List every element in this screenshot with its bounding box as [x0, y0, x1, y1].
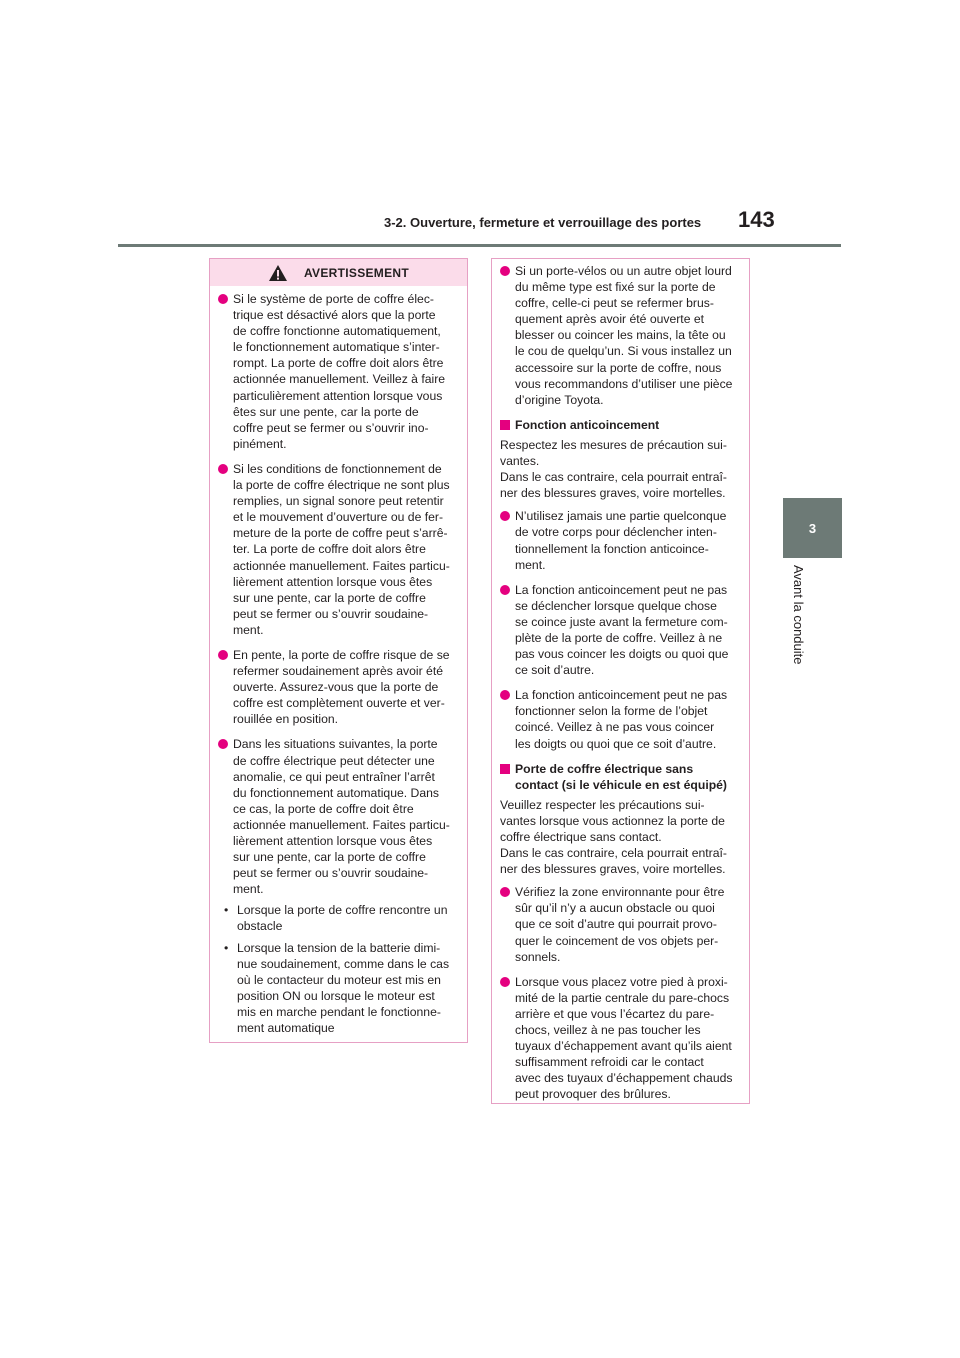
warning-bullet: Si un porte-vélos ou un autre objet lourd du même type est fixé sur la porte de coffre, celle-ci peut se refermer brus- quement après avoir été ouverte et blesser ou coincer les mains, la tête ou le cou de quelqu’un. Si vous installez un accessoire sur la porte de coffre, nous vous recommandons d’utiliser une pièce d’origine Toyota.	[500, 263, 741, 408]
warning-bullet: La fonction anticoincement peut ne pas se déclencher lorsque quelque chose se coince juste avant la fermeture com- plète de la porte de coffre. Veillez à ne pas vous coincer les doigts ou quoi que ce soit d’autre.	[500, 582, 741, 679]
sub-bullet-mark: •	[224, 903, 229, 918]
warning-content	[492, 259, 749, 1103]
warning-content	[210, 286, 467, 1036]
bullet-icon	[218, 650, 228, 660]
warning-bullet: Si le système de porte de coffre élec- trique est désactivé alors que la porte de coffre fonctionne automatiquement, le fonctionnement automatique s’inter- rompt. La porte de coffre doit alors être actionnée manuellement. Veillez à faire particulièrement attention lorsque vous êtes sur une pente, car la porte de coffre peut se fermer ou s’ouvrir ino- pinément.	[218, 291, 459, 452]
bullet-icon	[218, 464, 228, 474]
square-bullet-icon	[500, 420, 510, 430]
warning-bullet: En pente, la porte de coffre risque de se refermer soudainement après avoir été ouverte. Assurez-vous que la porte de coffre est complètement ouverte et ver- rouillée en position.	[218, 647, 459, 727]
bullet-icon	[500, 690, 510, 700]
warning-bullet: Si les conditions de fonctionnement de la porte de coffre électrique ne sont plus remplies, un signal sonore peut retentir et le mouvement d’ouverture ou de fer- meture de la porte de coffre peut s’arrê- ter. La porte de coffre doit alors être actionnée manuellement. Faites particu- lièrement attention lorsque vous êtes sur une pente, car la porte de coffre peut se fermer ou s’ouvrir soudaine- ment.	[218, 461, 459, 638]
chapter-label: Avant la conduite	[791, 565, 806, 665]
warning-heading: AVERTISSEMENT	[303, 265, 410, 280]
section-intro: Veuillez respecter les précautions sui- vantes lorsque vous actionnez la porte de coffre électrique sans contact. Dans le cas contraire, cela pourrait entraî- ner des blessures graves, voire mortelles.	[500, 797, 727, 877]
section-heading: Fonction anticoincement	[500, 417, 741, 433]
section-heading: Porte de coffre électrique sans contact (si le véhicule en est équipé)	[500, 761, 741, 793]
sub-list-item: • Lorsque la tension de la batterie dimi- nue soudainement, comme dans le cas où le contacteur du moteur est mis en position ON ou lorsque le moteur est mis en marche pendant le fonctionne- ment automatique	[224, 940, 450, 1036]
warning-box	[209, 258, 468, 1043]
sub-list-item: • Lorsque la porte de coffre rencontre un obstacle	[224, 903, 448, 934]
warning-bullet: Dans les situations suivantes, la porte de coffre électrique peut détecter une anomalie, ce qui peut entraîner l’arrêt du fonctionnement automatique. Dans ce cas, la porte de coffre doit être actionnée manuellement. Faites particu- lièrement attention lorsque vous êtes sur une pente, car la porte de coffre peut se fermer ou s’ouvrir soudaine- ment.	[218, 736, 459, 897]
bullet-icon	[218, 739, 228, 749]
chapter-number: 3	[808, 520, 817, 536]
section-title: 3-2. Ouverture, fermeture et verrouillage des portes	[384, 215, 702, 230]
warning-bullet: La fonction anticoincement peut ne pas fonctionner selon la forme de l’objet coincé. Veillez à ne pas vous coincer les doigts ou quoi que ce soit d’autre.	[500, 687, 741, 751]
bullet-icon	[500, 266, 510, 276]
warning-bullet: N’utilisez jamais une partie quelconque de votre corps pour déclencher inten- tionnellement la fonction anticoince- ment.	[500, 508, 741, 572]
section-intro: Respectez les mesures de précaution sui- vantes. Dans le cas contraire, cela pourrait entraî- ner des blessures graves, voire mortelles.	[500, 437, 727, 501]
header-divider	[118, 244, 841, 247]
warning-box-continued	[491, 258, 750, 1104]
page-number: 143	[738, 207, 775, 232]
warning-bullet: Lorsque vous placez votre pied à proxi- mité de la partie centrale du pare-chocs arrière et que vous l’écartez du pare- chocs, veillez à ne pas toucher les tuyaux d’échappement avant qu’ils aient suffisamment refroidi car le contact avec des tuyaux d’échappement chauds peut provoquer des brûlures.	[500, 974, 741, 1103]
bullet-icon	[500, 977, 510, 987]
bullet-icon	[500, 511, 510, 521]
bullet-icon	[500, 585, 510, 595]
bullet-icon	[218, 294, 228, 304]
warning-bullet: Vérifiez la zone environnante pour être sûr qu’il n’y a aucun obstacle ou quoi que ce soit d’autre qui pourrait provo- quer le coincement de vos objets per- sonnels.	[500, 884, 741, 964]
sub-bullet-mark: •	[224, 940, 229, 955]
warning-header	[210, 259, 467, 286]
chapter-tab[interactable]	[783, 498, 842, 558]
square-bullet-icon	[500, 764, 510, 774]
bullet-icon	[500, 887, 510, 897]
warning-triangle-icon	[268, 264, 288, 282]
